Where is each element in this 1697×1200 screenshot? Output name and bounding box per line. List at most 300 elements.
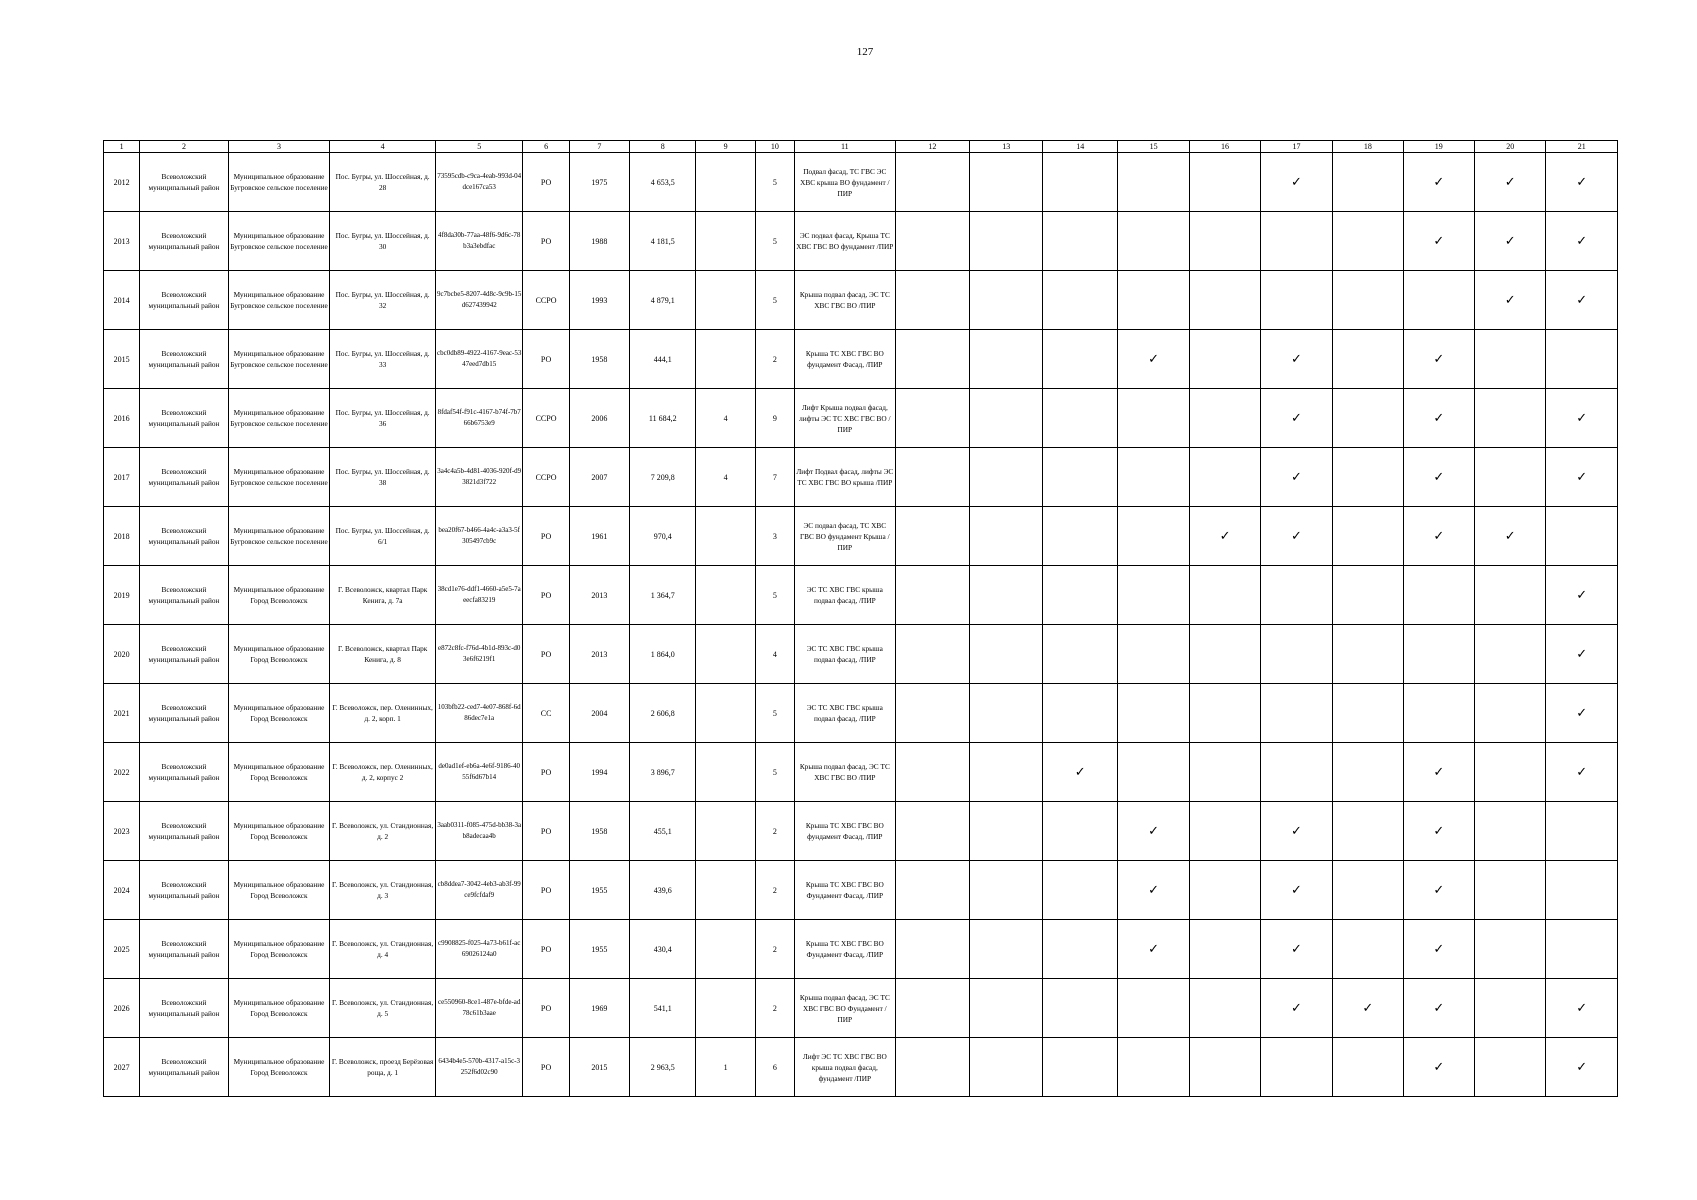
col10-cell: 6 — [755, 1038, 794, 1097]
empty-cell — [1333, 1038, 1403, 1097]
area-cell: 439,6 — [630, 861, 696, 920]
empty-cell — [1474, 566, 1545, 625]
year-cell: 1955 — [569, 861, 629, 920]
address-cell: Пос. Бугры, ул. Шоссейная, д. 38 — [330, 448, 436, 507]
check-mark-icon: ✓ — [1260, 802, 1332, 861]
type-cell: ССРО — [523, 271, 569, 330]
col9-cell — [696, 330, 755, 389]
table-row — [104, 507, 1618, 566]
table-row — [104, 684, 1618, 743]
empty-cell — [895, 743, 969, 802]
col10-cell: 7 — [755, 448, 794, 507]
empty-cell — [970, 1038, 1043, 1097]
district-cell: Всеволожский муниципальный район — [140, 1038, 229, 1097]
empty-cell — [895, 212, 969, 271]
empty-cell — [970, 802, 1043, 861]
address-cell: Г. Всеволожск, проезд Берёзовая роща, д. 1 — [330, 1038, 436, 1097]
empty-cell — [1043, 684, 1117, 743]
row-number: 2020 — [104, 625, 140, 684]
table-row — [104, 861, 1618, 920]
type-cell: ССРО — [523, 389, 569, 448]
table-row — [104, 271, 1618, 330]
district-cell: Всеволожский муниципальный район — [140, 566, 229, 625]
empty-cell — [1260, 566, 1332, 625]
check-mark-icon: ✓ — [1260, 920, 1332, 979]
col10-cell: 5 — [755, 743, 794, 802]
column-header: 14 — [1043, 141, 1117, 153]
table-row — [104, 448, 1618, 507]
address-cell: Г. Всеволожск, пер. Оленинных, д. 2, корп. 1 — [330, 684, 436, 743]
empty-cell — [1190, 743, 1260, 802]
check-mark-icon: ✓ — [1260, 979, 1332, 1038]
register-table — [103, 140, 1618, 1097]
district-cell: Всеволожский муниципальный район — [140, 389, 229, 448]
type-cell: РО — [523, 625, 569, 684]
year-cell: 1994 — [569, 743, 629, 802]
type-cell: РО — [523, 153, 569, 212]
type-cell: ССРО — [523, 448, 569, 507]
check-mark-icon: ✓ — [1474, 153, 1545, 212]
empty-cell — [970, 507, 1043, 566]
empty-cell — [1043, 920, 1117, 979]
table-row — [104, 625, 1618, 684]
uuid-cell: de0ad1ef-eb6a-4e6f-9186-4055f6d67b14 — [435, 743, 523, 802]
address-cell: Пос. Бугры, ул. Шоссейная, д. 30 — [330, 212, 436, 271]
column-header: 11 — [795, 141, 896, 153]
uuid-cell: c9908825-f025-4a73-b61f-ac69026124a0 — [435, 920, 523, 979]
municipality-cell: Муниципальное образование Город Всеволожск — [228, 743, 330, 802]
row-number: 2017 — [104, 448, 140, 507]
col10-cell: 2 — [755, 920, 794, 979]
municipality-cell: Муниципальное образование Город Всеволожск — [228, 566, 330, 625]
uuid-cell: 9c7bcbe5-8207-4d8c-9c9b-15d627439942 — [435, 271, 523, 330]
empty-cell — [1190, 802, 1260, 861]
empty-cell — [1190, 448, 1260, 507]
year-cell: 2015 — [569, 1038, 629, 1097]
empty-cell — [1546, 802, 1618, 861]
uuid-cell: cb8ddea7-3042-4eb3-ab3f-99ce9fcfdaf9 — [435, 861, 523, 920]
column-header: 3 — [228, 141, 330, 153]
municipality-cell: Муниципальное образование Город Всеволожск — [228, 684, 330, 743]
empty-cell — [1117, 743, 1189, 802]
table-row — [104, 1038, 1618, 1097]
row-number: 2016 — [104, 389, 140, 448]
district-cell: Всеволожский муниципальный район — [140, 920, 229, 979]
address-cell: Г. Всеволожск, ул. Стандионная, д. 4 — [330, 920, 436, 979]
header-row — [104, 141, 1618, 153]
empty-cell — [1333, 389, 1403, 448]
empty-cell — [970, 212, 1043, 271]
row-number: 2013 — [104, 212, 140, 271]
check-mark-icon: ✓ — [1403, 920, 1474, 979]
year-cell: 2013 — [569, 566, 629, 625]
works-cell: ЭС ТС ХВС ГВС крыша подвал фасад, /ПИР — [795, 684, 896, 743]
year-cell: 2013 — [569, 625, 629, 684]
empty-cell — [1474, 625, 1545, 684]
empty-cell — [1190, 271, 1260, 330]
empty-cell — [1333, 507, 1403, 566]
works-cell: Подвал фасад, ТС ГВС ЭС ХВС крыша ВО фундамент /ПИР — [795, 153, 896, 212]
check-mark-icon: ✓ — [1403, 330, 1474, 389]
area-cell: 4 181,5 — [630, 212, 696, 271]
row-number: 2025 — [104, 920, 140, 979]
table-row — [104, 566, 1618, 625]
district-cell: Всеволожский муниципальный район — [140, 330, 229, 389]
empty-cell — [1474, 802, 1545, 861]
check-mark-icon: ✓ — [1546, 684, 1618, 743]
check-mark-icon: ✓ — [1403, 448, 1474, 507]
col9-cell — [696, 920, 755, 979]
empty-cell — [1403, 271, 1474, 330]
type-cell: РО — [523, 743, 569, 802]
empty-cell — [1474, 684, 1545, 743]
empty-cell — [1333, 271, 1403, 330]
uuid-cell: e872c8fc-f76d-4b1d-893c-d03e6f6219f1 — [435, 625, 523, 684]
column-header: 7 — [569, 141, 629, 153]
area-cell: 970,4 — [630, 507, 696, 566]
row-number: 2018 — [104, 507, 140, 566]
check-mark-icon: ✓ — [1474, 212, 1545, 271]
area-cell: 4 879,1 — [630, 271, 696, 330]
column-header: 15 — [1117, 141, 1189, 153]
year-cell: 1958 — [569, 802, 629, 861]
empty-cell — [1117, 212, 1189, 271]
empty-cell — [1190, 1038, 1260, 1097]
empty-cell — [895, 920, 969, 979]
column-header: 10 — [755, 141, 794, 153]
works-cell: Крыша ТС ХВС ГВС ВО фундамент Фасад, /ПИР — [795, 802, 896, 861]
municipality-cell: Муниципальное образование Город Всеволожск — [228, 1038, 330, 1097]
address-cell: Г. Всеволожск, ул. Стандионная, д. 2 — [330, 802, 436, 861]
type-cell: РО — [523, 861, 569, 920]
empty-cell — [1117, 979, 1189, 1038]
type-cell: РО — [523, 920, 569, 979]
check-mark-icon: ✓ — [1546, 153, 1618, 212]
works-cell: Крыша ТС ХВС ГВС ВО Фундамент Фасад, /ПИР — [795, 920, 896, 979]
column-header: 16 — [1190, 141, 1260, 153]
works-cell: ЭС ТС ХВС ГВС крыша подвал фасад, /ПИР — [795, 625, 896, 684]
uuid-cell: 6434b4e5-570b-4317-a15c-3252f6d02c90 — [435, 1038, 523, 1097]
year-cell: 1975 — [569, 153, 629, 212]
check-mark-icon: ✓ — [1474, 271, 1545, 330]
type-cell: РО — [523, 212, 569, 271]
check-mark-icon: ✓ — [1117, 861, 1189, 920]
empty-cell — [895, 389, 969, 448]
empty-cell — [1043, 1038, 1117, 1097]
year-cell: 1988 — [569, 212, 629, 271]
empty-cell — [1333, 448, 1403, 507]
district-cell: Всеволожский муниципальный район — [140, 861, 229, 920]
check-mark-icon: ✓ — [1117, 802, 1189, 861]
area-cell: 444,1 — [630, 330, 696, 389]
type-cell: РО — [523, 507, 569, 566]
municipality-cell: Муниципальное образование Город Всеволожск — [228, 861, 330, 920]
address-cell: Г. Всеволожск, пер. Оленинных, д. 2, корпус 2 — [330, 743, 436, 802]
area-cell: 2 606,8 — [630, 684, 696, 743]
empty-cell — [1190, 920, 1260, 979]
check-mark-icon: ✓ — [1546, 448, 1618, 507]
empty-cell — [1043, 448, 1117, 507]
empty-cell — [1474, 861, 1545, 920]
empty-cell — [895, 684, 969, 743]
column-header: 20 — [1474, 141, 1545, 153]
uuid-cell: bea20f67-b466-4a4c-a3a3-5f305497cb9c — [435, 507, 523, 566]
uuid-cell: cbc0db89-4922-4167-9eac-5347eed7db15 — [435, 330, 523, 389]
address-cell: Пос. Бугры, ул. Шоссейная, д. 36 — [330, 389, 436, 448]
municipality-cell: Муниципальное образование Бугровское сельское поселение — [228, 212, 330, 271]
municipality-cell: Муниципальное образование Бугровское сельское поселение — [228, 271, 330, 330]
empty-cell — [1260, 271, 1332, 330]
check-mark-icon: ✓ — [1260, 153, 1332, 212]
municipality-cell: Муниципальное образование Город Всеволожск — [228, 802, 330, 861]
works-cell: Лифт ЭС ТС ХВС ГВС ВО крыша подвал фасад, фундамент /ПИР — [795, 1038, 896, 1097]
col10-cell: 5 — [755, 271, 794, 330]
area-cell: 7 209,8 — [630, 448, 696, 507]
check-mark-icon: ✓ — [1474, 507, 1545, 566]
column-header: 4 — [330, 141, 436, 153]
area-cell: 4 653,5 — [630, 153, 696, 212]
empty-cell — [1190, 979, 1260, 1038]
empty-cell — [895, 861, 969, 920]
check-mark-icon: ✓ — [1546, 566, 1618, 625]
works-cell: Крыша подвал фасад, ЭС ТС ХВС ГВС ВО /ПИР — [795, 271, 896, 330]
check-mark-icon: ✓ — [1260, 861, 1332, 920]
check-mark-icon: ✓ — [1333, 979, 1403, 1038]
check-mark-icon: ✓ — [1043, 743, 1117, 802]
check-mark-icon: ✓ — [1546, 625, 1618, 684]
empty-cell — [970, 861, 1043, 920]
empty-cell — [1333, 330, 1403, 389]
col10-cell: 5 — [755, 684, 794, 743]
empty-cell — [895, 802, 969, 861]
municipality-cell: Муниципальное образование Бугровское сельское поселение — [228, 330, 330, 389]
uuid-cell: ce550960-8ce1-487e-bfde-ad78c61b3aae — [435, 979, 523, 1038]
year-cell: 2006 — [569, 389, 629, 448]
district-cell: Всеволожский муниципальный район — [140, 802, 229, 861]
col9-cell — [696, 861, 755, 920]
check-mark-icon: ✓ — [1546, 271, 1618, 330]
empty-cell — [1117, 507, 1189, 566]
empty-cell — [1260, 1038, 1332, 1097]
empty-cell — [1403, 566, 1474, 625]
check-mark-icon: ✓ — [1260, 448, 1332, 507]
table-row — [104, 389, 1618, 448]
uuid-cell: 3aab0311-f085-475d-bb38-3ab8adecaa4b — [435, 802, 523, 861]
empty-cell — [1043, 625, 1117, 684]
type-cell: РО — [523, 566, 569, 625]
year-cell: 1961 — [569, 507, 629, 566]
empty-cell — [1546, 507, 1618, 566]
empty-cell — [1117, 566, 1189, 625]
empty-cell — [1043, 507, 1117, 566]
empty-cell — [1546, 920, 1618, 979]
empty-cell — [1190, 330, 1260, 389]
column-header: 8 — [630, 141, 696, 153]
row-number: 2023 — [104, 802, 140, 861]
col10-cell: 2 — [755, 802, 794, 861]
table-row — [104, 802, 1618, 861]
empty-cell — [1546, 330, 1618, 389]
table-row — [104, 743, 1618, 802]
check-mark-icon: ✓ — [1546, 979, 1618, 1038]
municipality-cell: Муниципальное образование Город Всеволожск — [228, 979, 330, 1038]
empty-cell — [1043, 271, 1117, 330]
col10-cell: 5 — [755, 153, 794, 212]
check-mark-icon: ✓ — [1260, 507, 1332, 566]
type-cell: СС — [523, 684, 569, 743]
check-mark-icon: ✓ — [1546, 389, 1618, 448]
col9-cell — [696, 153, 755, 212]
col10-cell: 5 — [755, 212, 794, 271]
empty-cell — [1333, 625, 1403, 684]
empty-cell — [1190, 861, 1260, 920]
empty-cell — [895, 1038, 969, 1097]
address-cell: Г. Всеволожск, ул. Стандионная, д. 5 — [330, 979, 436, 1038]
row-number: 2012 — [104, 153, 140, 212]
check-mark-icon: ✓ — [1403, 212, 1474, 271]
row-number: 2015 — [104, 330, 140, 389]
empty-cell — [1333, 153, 1403, 212]
works-cell: ЭС подвал фасад, Крыша ТС ХВС ГВС ВО фундамент /ПИР — [795, 212, 896, 271]
area-cell: 430,4 — [630, 920, 696, 979]
column-header: 12 — [895, 141, 969, 153]
empty-cell — [1260, 684, 1332, 743]
district-cell: Всеволожский муниципальный район — [140, 743, 229, 802]
empty-cell — [1117, 389, 1189, 448]
col9-cell — [696, 271, 755, 330]
municipality-cell: Муниципальное образование Бугровское сельское поселение — [228, 448, 330, 507]
empty-cell — [1333, 566, 1403, 625]
empty-cell — [1117, 153, 1189, 212]
empty-cell — [1043, 330, 1117, 389]
check-mark-icon: ✓ — [1546, 743, 1618, 802]
empty-cell — [1190, 389, 1260, 448]
check-mark-icon: ✓ — [1403, 861, 1474, 920]
row-number: 2027 — [104, 1038, 140, 1097]
col10-cell: 9 — [755, 389, 794, 448]
uuid-cell: 73595cdb-c9ca-4eab-993d-04dce167ca53 — [435, 153, 523, 212]
municipality-cell: Муниципальное образование Бугровское сельское поселение — [228, 389, 330, 448]
empty-cell — [1190, 566, 1260, 625]
empty-cell — [895, 153, 969, 212]
col9-cell — [696, 625, 755, 684]
empty-cell — [895, 271, 969, 330]
year-cell: 1958 — [569, 330, 629, 389]
district-cell: Всеволожский муниципальный район — [140, 153, 229, 212]
empty-cell — [1043, 566, 1117, 625]
area-cell: 541,1 — [630, 979, 696, 1038]
district-cell: Всеволожский муниципальный район — [140, 212, 229, 271]
address-cell: Г. Всеволожск, квартал Парк Кенига, д. 8 — [330, 625, 436, 684]
empty-cell — [1474, 448, 1545, 507]
row-number: 2022 — [104, 743, 140, 802]
table-row — [104, 153, 1618, 212]
works-cell: Крыша подвал фасад, ЭС ТС ХВС ГВС ВО Фундамент /ПИР — [795, 979, 896, 1038]
empty-cell — [1260, 625, 1332, 684]
empty-cell — [1043, 861, 1117, 920]
district-cell: Всеволожский муниципальный район — [140, 979, 229, 1038]
empty-cell — [1117, 625, 1189, 684]
empty-cell — [1474, 330, 1545, 389]
area-cell: 2 963,5 — [630, 1038, 696, 1097]
area-cell: 3 896,7 — [630, 743, 696, 802]
district-cell: Всеволожский муниципальный район — [140, 271, 229, 330]
column-header: 9 — [696, 141, 755, 153]
empty-cell — [970, 389, 1043, 448]
works-cell: Лифт Подвал фасад, лифты ЭС ТС ХВС ГВС ВО крыша /ПИР — [795, 448, 896, 507]
address-cell: Пос. Бугры, ул. Шоссейная, д. 6/1 — [330, 507, 436, 566]
address-cell: Пос. Бугры, ул. Шоссейная, д. 32 — [330, 271, 436, 330]
empty-cell — [1043, 389, 1117, 448]
empty-cell — [1260, 212, 1332, 271]
table-row — [104, 920, 1618, 979]
municipality-cell: Муниципальное образование Город Всеволожск — [228, 625, 330, 684]
check-mark-icon: ✓ — [1403, 743, 1474, 802]
empty-cell — [970, 330, 1043, 389]
check-mark-icon: ✓ — [1546, 212, 1618, 271]
empty-cell — [1333, 802, 1403, 861]
row-number: 2021 — [104, 684, 140, 743]
empty-cell — [1190, 153, 1260, 212]
col9-cell — [696, 212, 755, 271]
column-header: 17 — [1260, 141, 1332, 153]
empty-cell — [1333, 920, 1403, 979]
district-cell: Всеволожский муниципальный район — [140, 507, 229, 566]
check-mark-icon: ✓ — [1403, 979, 1474, 1038]
column-header: 2 — [140, 141, 229, 153]
empty-cell — [1403, 625, 1474, 684]
district-cell: Всеволожский муниципальный район — [140, 448, 229, 507]
check-mark-icon: ✓ — [1403, 389, 1474, 448]
check-mark-icon: ✓ — [1260, 330, 1332, 389]
check-mark-icon: ✓ — [1260, 389, 1332, 448]
empty-cell — [895, 625, 969, 684]
empty-cell — [895, 979, 969, 1038]
check-mark-icon: ✓ — [1403, 802, 1474, 861]
empty-cell — [1043, 212, 1117, 271]
empty-cell — [970, 271, 1043, 330]
column-header: 6 — [523, 141, 569, 153]
address-cell: Г. Всеволожск, квартал Парк Кенига, д. 7а — [330, 566, 436, 625]
row-number: 2019 — [104, 566, 140, 625]
col9-cell — [696, 507, 755, 566]
col10-cell: 2 — [755, 330, 794, 389]
empty-cell — [1117, 684, 1189, 743]
col9-cell — [696, 802, 755, 861]
year-cell: 2004 — [569, 684, 629, 743]
check-mark-icon: ✓ — [1117, 920, 1189, 979]
district-cell: Всеволожский муниципальный район — [140, 625, 229, 684]
empty-cell — [895, 566, 969, 625]
empty-cell — [970, 448, 1043, 507]
type-cell: РО — [523, 330, 569, 389]
column-header: 5 — [435, 141, 523, 153]
empty-cell — [1043, 979, 1117, 1038]
type-cell: РО — [523, 979, 569, 1038]
empty-cell — [1333, 743, 1403, 802]
works-cell: ЭС ТС ХВС ГВС крыша подвал фасад, /ПИР — [795, 566, 896, 625]
col9-cell — [696, 743, 755, 802]
address-cell: Г. Всеволожск, ул. Стандионная, д. 3 — [330, 861, 436, 920]
works-cell: Лифт Крыша подвал фасад, лифты ЭС ТС ХВС ГВС ВО /ПИР — [795, 389, 896, 448]
area-cell: 455,1 — [630, 802, 696, 861]
uuid-cell: 4f8da30b-77aa-48f6-9d6c-78b3a3ebdfac — [435, 212, 523, 271]
empty-cell — [1043, 153, 1117, 212]
column-header: 19 — [1403, 141, 1474, 153]
district-cell: Всеволожский муниципальный район — [140, 684, 229, 743]
empty-cell — [970, 625, 1043, 684]
empty-cell — [1333, 684, 1403, 743]
